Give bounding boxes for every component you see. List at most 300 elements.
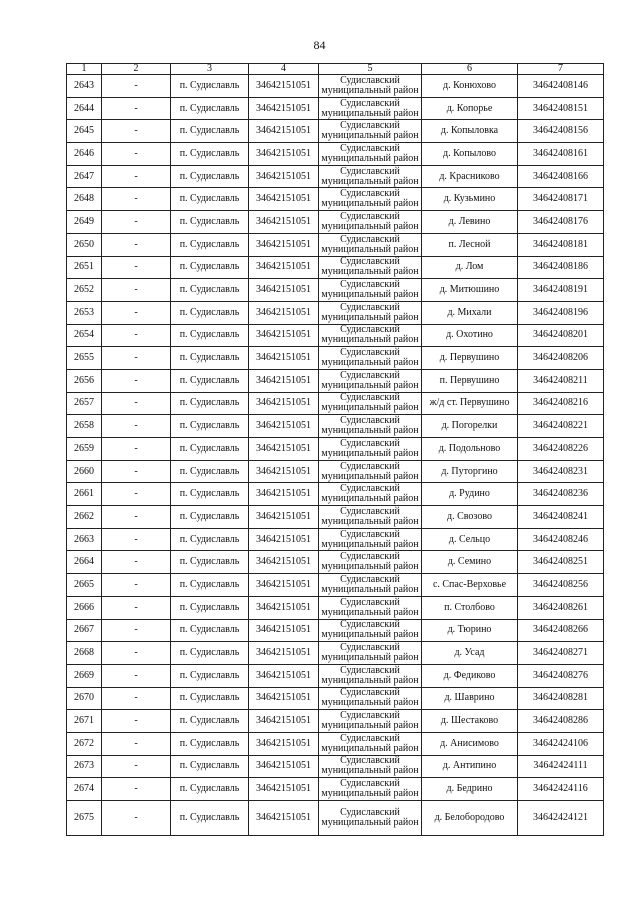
district-cell	[319, 75, 422, 98]
district-line-1: Судиславский	[340, 778, 400, 790]
locality-code-cell: 34642408256	[518, 574, 604, 597]
locality-cell: д. Бедрино	[422, 778, 518, 801]
settlement-code-cell: 34642151051	[249, 301, 319, 324]
table-row	[67, 279, 604, 302]
district-line-2: муниципальный район	[321, 788, 419, 800]
table-row	[67, 506, 604, 529]
settlement-cell: п. Судиславль	[171, 165, 249, 188]
district-cell	[319, 324, 422, 347]
column-2-cell: -	[102, 801, 171, 836]
row-number-cell: 2653	[67, 301, 102, 324]
column-header-4: 4	[249, 64, 319, 75]
settlement-cell: п. Судиславль	[171, 438, 249, 461]
column-2-cell: -	[102, 369, 171, 392]
locality-cell: д. Белобородово	[422, 801, 518, 836]
settlement-cell: п. Судиславль	[171, 528, 249, 551]
locality-code-cell: 34642408151	[518, 97, 604, 120]
locality-cell: д. Рудино	[422, 483, 518, 506]
district-line-1: Судиславский	[340, 415, 400, 427]
locality-cell: п. Столбово	[422, 596, 518, 619]
table-row	[67, 415, 604, 438]
settlement-cell: п. Судиславль	[171, 664, 249, 687]
column-2-cell: -	[102, 687, 171, 710]
locality-cell: д. Подольново	[422, 438, 518, 461]
column-2-cell: -	[102, 438, 171, 461]
locality-code-cell: 34642408221	[518, 415, 604, 438]
settlement-code-cell: 34642151051	[249, 75, 319, 98]
table-row	[67, 211, 604, 234]
settlement-code-cell: 34642151051	[249, 732, 319, 755]
district-line-2: муниципальный район	[321, 198, 419, 210]
settlement-cell: п. Судиславль	[171, 120, 249, 143]
table-row	[67, 483, 604, 506]
locality-code-cell: 34642408181	[518, 233, 604, 256]
table-row	[67, 687, 604, 710]
district-line-1: Судиславский	[340, 642, 400, 654]
settlement-code-cell: 34642151051	[249, 528, 319, 551]
district-cell	[319, 279, 422, 302]
table-row	[67, 551, 604, 574]
column-2-cell: -	[102, 233, 171, 256]
locality-code-cell: 34642408161	[518, 143, 604, 166]
locality-code-cell: 34642408166	[518, 165, 604, 188]
locality-code-cell: 34642408191	[518, 279, 604, 302]
column-2-cell: -	[102, 301, 171, 324]
column-2-cell: -	[102, 165, 171, 188]
district-line-1: Судиславский	[340, 732, 400, 744]
locality-code-cell: 34642408201	[518, 324, 604, 347]
row-number-cell: 2662	[67, 506, 102, 529]
column-2-cell: -	[102, 574, 171, 597]
district-line-2: муниципальный район	[321, 652, 419, 664]
district-line-1: Судиславский	[340, 369, 400, 381]
settlement-code-cell: 34642151051	[249, 347, 319, 370]
settlement-cell: п. Судиславль	[171, 211, 249, 234]
locality-cell: п. Первушино	[422, 369, 518, 392]
district-line-2: муниципальный район	[321, 493, 419, 505]
district-cell	[319, 460, 422, 483]
district-cell	[319, 97, 422, 120]
settlement-code-cell: 34642151051	[249, 438, 319, 461]
locality-cell: с. Спас-Верховье	[422, 574, 518, 597]
district-cell	[319, 120, 422, 143]
row-number-cell: 2657	[67, 392, 102, 415]
settlement-code-cell: 34642151051	[249, 233, 319, 256]
district-cell	[319, 301, 422, 324]
district-line-1: Судиславский	[340, 573, 400, 585]
locality-cell: д. Лом	[422, 256, 518, 279]
column-2-cell: -	[102, 120, 171, 143]
district-line-1: Судиславский	[340, 233, 400, 245]
district-line-1: Судиславский	[340, 347, 400, 359]
settlement-cell: п. Судиславль	[171, 301, 249, 324]
column-header-7: 7	[518, 64, 604, 75]
settlement-code-cell: 34642151051	[249, 211, 319, 234]
locality-cell: д. Конюхово	[422, 75, 518, 98]
district-line-1: Судиславский	[340, 460, 400, 472]
settlement-code-cell: 34642151051	[249, 324, 319, 347]
settlement-cell: п. Судиславль	[171, 279, 249, 302]
settlement-code-cell: 34642151051	[249, 279, 319, 302]
district-line-2: муниципальный район	[321, 289, 419, 301]
table-row	[67, 438, 604, 461]
district-line-2: муниципальный район	[321, 817, 419, 828]
district-line-2: муниципальный район	[321, 447, 419, 459]
locality-cell: д. Сельцо	[422, 528, 518, 551]
settlement-code-cell: 34642151051	[249, 460, 319, 483]
settlement-code-cell: 34642151051	[249, 483, 319, 506]
district-cell	[319, 732, 422, 755]
settlement-code-cell: 34642151051	[249, 120, 319, 143]
district-line-2: муниципальный район	[321, 334, 419, 346]
locality-cell: д. Красниково	[422, 165, 518, 188]
settlement-cell: п. Судиславль	[171, 574, 249, 597]
locality-code-cell: 34642408216	[518, 392, 604, 415]
table-row	[67, 301, 604, 324]
row-number-cell: 2646	[67, 143, 102, 166]
row-number-cell: 2647	[67, 165, 102, 188]
district-line-2: муниципальный район	[321, 674, 419, 686]
district-line-2: муниципальный район	[321, 470, 419, 482]
locality-code-cell: 34642408286	[518, 710, 604, 733]
district-cell	[319, 528, 422, 551]
row-number-cell: 2670	[67, 687, 102, 710]
locality-cell: д. Погорелки	[422, 415, 518, 438]
district-line-1: Судиславский	[340, 528, 400, 540]
district-line-1: Судиславский	[340, 256, 400, 268]
table-row	[67, 165, 604, 188]
locality-code-cell: 34642408231	[518, 460, 604, 483]
column-2-cell: -	[102, 75, 171, 98]
settlement-code-cell: 34642151051	[249, 256, 319, 279]
settlement-cell: п. Судиславль	[171, 188, 249, 211]
locality-cell: д. Левино	[422, 211, 518, 234]
district-cell	[319, 596, 422, 619]
registry-table	[66, 63, 604, 836]
district-cell	[319, 687, 422, 710]
settlement-cell: п. Судиславль	[171, 392, 249, 415]
district-line-1: Судиславский	[340, 301, 400, 313]
column-2-cell: -	[102, 97, 171, 120]
district-line-2: муниципальный район	[321, 84, 419, 96]
column-2-cell: -	[102, 188, 171, 211]
table-row	[67, 120, 604, 143]
district-cell	[319, 438, 422, 461]
locality-cell: д. Первушино	[422, 347, 518, 370]
locality-code-cell: 34642408196	[518, 301, 604, 324]
district-cell	[319, 369, 422, 392]
settlement-code-cell: 34642151051	[249, 664, 319, 687]
column-2-cell: -	[102, 392, 171, 415]
locality-code-cell: 34642408246	[518, 528, 604, 551]
district-line-2: муниципальный район	[321, 742, 419, 754]
column-2-cell: -	[102, 324, 171, 347]
locality-cell: д. Свозово	[422, 506, 518, 529]
locality-code-cell: 34642408236	[518, 483, 604, 506]
table-row	[67, 233, 604, 256]
locality-cell: д. Путоргино	[422, 460, 518, 483]
column-2-cell: -	[102, 415, 171, 438]
settlement-code-cell: 34642151051	[249, 642, 319, 665]
column-2-cell: -	[102, 506, 171, 529]
locality-code-cell: 34642408241	[518, 506, 604, 529]
row-number-cell: 2661	[67, 483, 102, 506]
row-number-cell: 2644	[67, 97, 102, 120]
table-row	[67, 642, 604, 665]
table-row	[67, 75, 604, 98]
district-line-1: Судиславский	[340, 664, 400, 676]
column-2-cell: -	[102, 778, 171, 801]
column-2-cell: -	[102, 347, 171, 370]
settlement-code-cell: 34642151051	[249, 165, 319, 188]
table-header	[67, 64, 604, 75]
district-line-1: Судиславский	[340, 807, 400, 818]
district-cell	[319, 642, 422, 665]
district-line-2: муниципальный район	[321, 152, 419, 164]
row-number-cell: 2674	[67, 778, 102, 801]
column-2-cell: -	[102, 732, 171, 755]
district-line-1: Судиславский	[340, 596, 400, 608]
locality-cell: д. Михали	[422, 301, 518, 324]
settlement-code-cell: 34642151051	[249, 596, 319, 619]
district-line-1: Судиславский	[340, 483, 400, 495]
row-number-cell: 2651	[67, 256, 102, 279]
district-cell	[319, 415, 422, 438]
column-2-cell: -	[102, 710, 171, 733]
locality-code-cell: 34642408186	[518, 256, 604, 279]
table-row	[67, 801, 604, 836]
locality-cell: д. Охотино	[422, 324, 518, 347]
district-line-1: Судиславский	[340, 505, 400, 517]
header-row	[67, 64, 604, 75]
locality-code-cell: 34642424111	[518, 755, 604, 778]
column-header-1: 1	[67, 64, 102, 75]
row-number-cell: 2648	[67, 188, 102, 211]
column-header-6: 6	[422, 64, 518, 75]
district-line-2: муниципальный район	[321, 720, 419, 732]
district-line-2: муниципальный район	[321, 515, 419, 527]
district-line-2: муниципальный район	[321, 538, 419, 550]
settlement-code-cell: 34642151051	[249, 801, 319, 836]
column-2-cell: -	[102, 551, 171, 574]
district-line-2: муниципальный район	[321, 765, 419, 777]
locality-code-cell: 34642408146	[518, 75, 604, 98]
district-line-2: муниципальный район	[321, 243, 419, 255]
row-number-cell: 2649	[67, 211, 102, 234]
table-body	[67, 75, 604, 836]
table-row	[67, 619, 604, 642]
district-cell	[319, 233, 422, 256]
settlement-cell: п. Судиславль	[171, 506, 249, 529]
locality-code-cell: 34642408176	[518, 211, 604, 234]
row-number-cell: 2660	[67, 460, 102, 483]
column-2-cell: -	[102, 460, 171, 483]
district-line-1: Судиславский	[340, 619, 400, 631]
table-row	[67, 324, 604, 347]
table-row	[67, 97, 604, 120]
table-row	[67, 188, 604, 211]
district-line-2: муниципальный район	[321, 425, 419, 437]
district-cell	[319, 165, 422, 188]
row-number-cell: 2658	[67, 415, 102, 438]
row-number-cell: 2664	[67, 551, 102, 574]
district-line-2: муниципальный район	[321, 379, 419, 391]
district-cell	[319, 574, 422, 597]
settlement-cell: п. Судиславль	[171, 415, 249, 438]
district-line-1: Судиславский	[340, 120, 400, 132]
column-2-cell: -	[102, 755, 171, 778]
column-2-cell: -	[102, 528, 171, 551]
district-line-2: муниципальный район	[321, 311, 419, 323]
row-number-cell: 2668	[67, 642, 102, 665]
settlement-code-cell: 34642151051	[249, 369, 319, 392]
table-row	[67, 347, 604, 370]
locality-cell: ж/д ст. Первушино	[422, 392, 518, 415]
district-line-2: муниципальный район	[321, 107, 419, 119]
settlement-cell: п. Судиславль	[171, 551, 249, 574]
settlement-cell: п. Судиславль	[171, 778, 249, 801]
settlement-code-cell: 34642151051	[249, 778, 319, 801]
settlement-code-cell: 34642151051	[249, 415, 319, 438]
locality-code-cell: 34642408271	[518, 642, 604, 665]
district-line-2: муниципальный район	[321, 606, 419, 618]
row-number-cell: 2645	[67, 120, 102, 143]
locality-cell: д. Митюшино	[422, 279, 518, 302]
district-line-1: Судиславский	[340, 755, 400, 767]
district-line-1: Судиславский	[340, 74, 400, 86]
settlement-code-cell: 34642151051	[249, 551, 319, 574]
district-cell	[319, 143, 422, 166]
table-row	[67, 710, 604, 733]
settlement-cell: п. Судиславль	[171, 256, 249, 279]
settlement-cell: п. Судиславль	[171, 483, 249, 506]
locality-cell: д. Копорье	[422, 97, 518, 120]
district-cell	[319, 483, 422, 506]
column-2-cell: -	[102, 596, 171, 619]
locality-cell: д. Федиково	[422, 664, 518, 687]
row-number-cell: 2666	[67, 596, 102, 619]
district-line-2: муниципальный район	[321, 266, 419, 278]
row-number-cell: 2643	[67, 75, 102, 98]
row-number-cell: 2672	[67, 732, 102, 755]
settlement-code-cell: 34642151051	[249, 755, 319, 778]
settlement-cell: п. Судиславль	[171, 801, 249, 836]
table-row	[67, 596, 604, 619]
locality-cell: д. Тюрино	[422, 619, 518, 642]
district-line-1: Судиславский	[340, 142, 400, 154]
settlement-cell: п. Судиславль	[171, 732, 249, 755]
district-line-2: муниципальный район	[321, 175, 419, 187]
district-line-1: Судиславский	[340, 687, 400, 699]
settlement-code-cell: 34642151051	[249, 97, 319, 120]
column-header-5: 5	[319, 64, 422, 75]
row-number-cell: 2650	[67, 233, 102, 256]
district-line-1: Судиславский	[340, 324, 400, 336]
table-row	[67, 528, 604, 551]
column-2-cell: -	[102, 619, 171, 642]
table-row	[67, 574, 604, 597]
settlement-code-cell: 34642151051	[249, 392, 319, 415]
locality-cell: д. Анисимово	[422, 732, 518, 755]
settlement-code-cell: 34642151051	[249, 574, 319, 597]
settlement-cell: п. Судиславль	[171, 710, 249, 733]
column-header-3: 3	[171, 64, 249, 75]
locality-cell: д. Копылово	[422, 143, 518, 166]
row-number-cell: 2663	[67, 528, 102, 551]
district-cell	[319, 211, 422, 234]
locality-code-cell: 34642408226	[518, 438, 604, 461]
locality-cell: д. Антипино	[422, 755, 518, 778]
district-line-1: Судиславский	[340, 188, 400, 200]
settlement-cell: п. Судиславль	[171, 369, 249, 392]
locality-cell: д. Усад	[422, 642, 518, 665]
locality-code-cell: 34642408266	[518, 619, 604, 642]
row-number-cell: 2659	[67, 438, 102, 461]
locality-code-cell: 34642424106	[518, 732, 604, 755]
locality-cell: п. Лесной	[422, 233, 518, 256]
settlement-cell: п. Судиславль	[171, 143, 249, 166]
settlement-cell: п. Судиславль	[171, 460, 249, 483]
settlement-cell: п. Судиславль	[171, 642, 249, 665]
district-line-1: Судиславский	[340, 97, 400, 109]
district-line-1: Судиславский	[340, 210, 400, 222]
locality-code-cell: 34642408251	[518, 551, 604, 574]
table-row	[67, 256, 604, 279]
district-cell	[319, 392, 422, 415]
settlement-code-cell: 34642151051	[249, 710, 319, 733]
column-2-cell: -	[102, 256, 171, 279]
district-line-1: Судиславский	[340, 710, 400, 722]
table-row	[67, 664, 604, 687]
table-row	[67, 460, 604, 483]
locality-code-cell: 34642408261	[518, 596, 604, 619]
locality-cell: д. Шаврино	[422, 687, 518, 710]
district-line-2: муниципальный район	[321, 583, 419, 595]
locality-code-cell: 34642424121	[518, 801, 604, 836]
district-cell	[319, 710, 422, 733]
settlement-cell: п. Судиславль	[171, 233, 249, 256]
district-cell	[319, 347, 422, 370]
district-line-1: Судиславский	[340, 551, 400, 563]
settlement-cell: п. Судиславль	[171, 755, 249, 778]
district-line-1: Судиславский	[340, 279, 400, 291]
row-number-cell: 2671	[67, 710, 102, 733]
district-cell	[319, 778, 422, 801]
district-line-2: муниципальный район	[321, 220, 419, 232]
column-2-cell: -	[102, 279, 171, 302]
row-number-cell: 2656	[67, 369, 102, 392]
row-number-cell: 2655	[67, 347, 102, 370]
locality-code-cell: 34642408206	[518, 347, 604, 370]
table-row	[67, 392, 604, 415]
district-cell	[319, 188, 422, 211]
column-2-cell: -	[102, 211, 171, 234]
district-cell	[319, 256, 422, 279]
table-row	[67, 755, 604, 778]
column-header-2: 2	[102, 64, 171, 75]
table-row	[67, 732, 604, 755]
district-cell	[319, 755, 422, 778]
district-line-1: Судиславский	[340, 437, 400, 449]
column-2-cell: -	[102, 664, 171, 687]
district-line-2: муниципальный район	[321, 130, 419, 142]
locality-code-cell: 34642408276	[518, 664, 604, 687]
district-line-2: муниципальный район	[321, 629, 419, 641]
row-number-cell: 2652	[67, 279, 102, 302]
settlement-cell: п. Судиславль	[171, 75, 249, 98]
row-number-cell: 2665	[67, 574, 102, 597]
locality-cell: д. Копыловка	[422, 120, 518, 143]
